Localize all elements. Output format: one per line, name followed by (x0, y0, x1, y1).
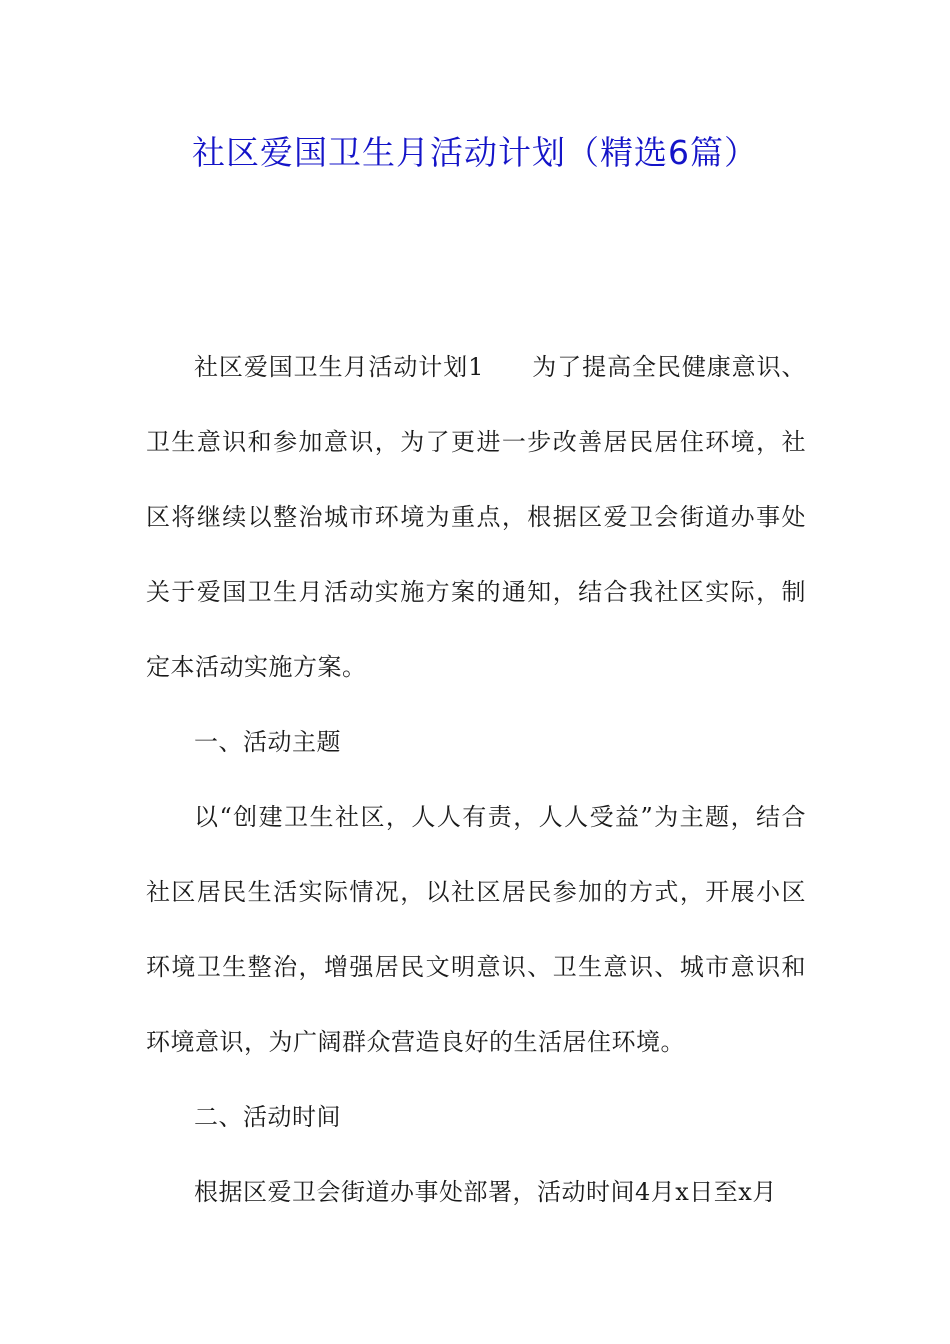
section1-paragraph: 以“创建卫生社区，人人有责，人人受益”为主题，结合社区居民生活实际情况，以社区居民参加的方式，开展小区环境卫生整治，增强居民文明意识、卫生意识、城市意识和环境意识，为广阔群众营造良好的生活居住环境。 (146, 803, 806, 1056)
section2-heading: 二、活动时间 (194, 1103, 341, 1131)
intro-label: 社区爱国卫生月活动计划1 (194, 353, 484, 381)
intro-text: 为了提高全民健康意识、卫生意识和参加意识，为了更进一步改善居民居住环境，社区将继续以整治城市环境为重点，根据区爱卫会街道办事处关于爱国卫生月活动实施方案的通知，结合我社区实际，制定本活动实施方案。 (146, 353, 806, 681)
section2-paragraph: 根据区爱卫会街道办事处部署，活动时间4月x日至x月 (194, 1178, 777, 1206)
document-body (146, 330, 806, 1230)
section1-heading: 一、活动主题 (194, 728, 341, 756)
intro-paragraph (146, 330, 806, 705)
document-title: 社区爱国卫生月活动计划（精选6篇） (192, 133, 758, 172)
